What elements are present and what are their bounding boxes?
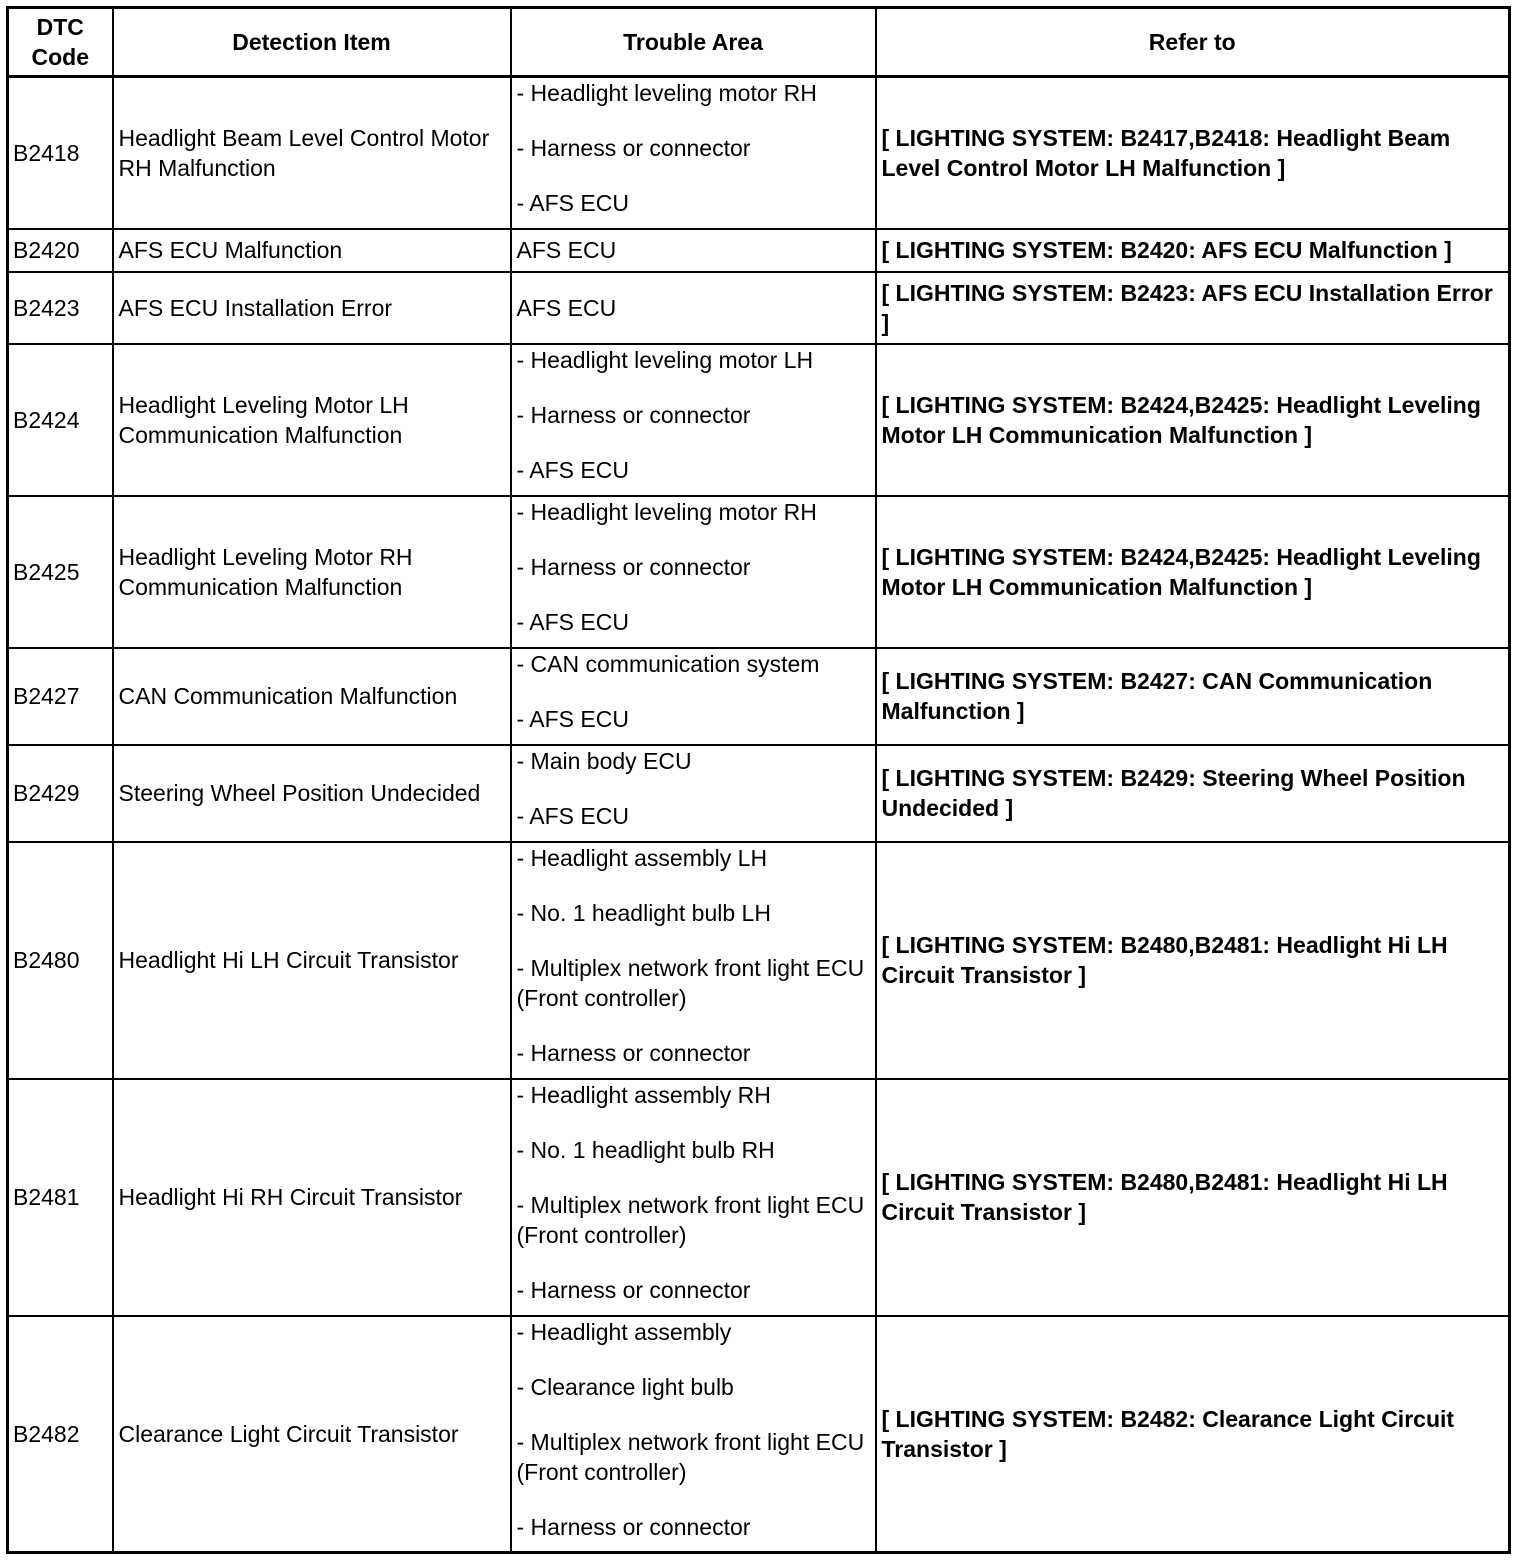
detection-item-cell: Headlight Hi LH Circuit Transistor — [113, 842, 511, 1079]
trouble-area-item: - AFS ECU — [516, 608, 629, 635]
trouble-area-cell — [511, 229, 876, 272]
trouble-area-item: - Harness or connector — [516, 1513, 751, 1540]
detection-item-cell: Clearance Light Circuit Transistor — [113, 1316, 511, 1553]
table-row — [8, 344, 1510, 496]
trouble-area-item: - Harness or connector — [516, 1276, 751, 1303]
trouble-area-cell — [511, 648, 876, 745]
header-dtc-code — [8, 8, 113, 77]
refer-to-link[interactable]: [ LIGHTING SYSTEM: B2424,B2425: Headlight Leveling Motor LH Communication Malfunction ] — [876, 344, 1510, 496]
trouble-area-item: - Headlight assembly LH — [516, 844, 768, 871]
dtc-table — [6, 6, 1511, 1554]
trouble-area-item: - Headlight leveling motor RH — [516, 498, 817, 525]
detection-item-cell: AFS ECU Installation Error — [113, 272, 511, 344]
dtc-code-cell: B2418 — [8, 77, 113, 229]
refer-to-link[interactable]: [ LIGHTING SYSTEM: B2427: CAN Communication Malfunction ] — [876, 648, 1510, 745]
detection-item-cell: Steering Wheel Position Undecided — [113, 745, 511, 842]
trouble-area-item: AFS ECU — [516, 294, 617, 321]
refer-to-link[interactable]: [ LIGHTING SYSTEM: B2417,B2418: Headlight Beam Level Control Motor LH Malfunction ] — [876, 77, 1510, 229]
trouble-area-item: - Multiplex network front light ECU (Front controller) — [516, 1191, 865, 1248]
dtc-code-cell: B2480 — [8, 842, 113, 1079]
trouble-area-item: - Harness or connector — [516, 1039, 751, 1066]
dtc-code-cell: B2427 — [8, 648, 113, 745]
trouble-area-item: - Harness or connector — [516, 135, 751, 161]
trouble-area-item: - Clearance light bulb — [516, 1373, 734, 1400]
table-row — [8, 745, 1510, 842]
dtc-code-cell: B2425 — [8, 496, 113, 648]
trouble-area-item: AFS ECU — [516, 237, 617, 263]
trouble-area-cell — [511, 1316, 876, 1553]
dtc-code-cell: B2420 — [8, 229, 113, 272]
trouble-area-item: - No. 1 headlight bulb RH — [516, 1136, 775, 1163]
trouble-area-cell — [511, 496, 876, 648]
trouble-area-item: - AFS ECU — [516, 190, 629, 216]
trouble-area-item: - Harness or connector — [516, 553, 751, 580]
detection-item-cell: CAN Communication Malfunction — [113, 648, 511, 745]
trouble-area-item: - CAN communication system — [516, 650, 820, 677]
table-row — [8, 842, 1510, 1079]
trouble-area-item: - AFS ECU — [516, 802, 629, 829]
refer-to-link[interactable]: [ LIGHTING SYSTEM: B2480,B2481: Headlight Hi LH Circuit Transistor ] — [876, 842, 1510, 1079]
dtc-code-cell: B2481 — [8, 1079, 113, 1316]
trouble-area-item: - Headlight leveling motor LH — [516, 346, 814, 373]
trouble-area-cell — [511, 77, 876, 229]
table-row — [8, 648, 1510, 745]
trouble-area-cell — [511, 745, 876, 842]
detection-item-cell: Headlight Beam Level Control Motor RH Malfunction — [113, 77, 511, 229]
detection-item-cell: Headlight Hi RH Circuit Transistor — [113, 1079, 511, 1316]
table-row — [8, 272, 1510, 344]
refer-to-link[interactable]: [ LIGHTING SYSTEM: B2420: AFS ECU Malfunction ] — [876, 229, 1510, 272]
trouble-area-cell — [511, 1079, 876, 1316]
table-row — [8, 229, 1510, 272]
trouble-area-item: - Main body ECU — [516, 747, 692, 774]
table-row — [8, 77, 1510, 229]
trouble-area-item: - No. 1 headlight bulb LH — [516, 899, 771, 926]
refer-to-link[interactable]: [ LIGHTING SYSTEM: B2482: Clearance Light Circuit Transistor ] — [876, 1316, 1510, 1553]
header-refer-to: Refer to — [876, 8, 1510, 77]
trouble-area-item: - Multiplex network front light ECU (Front controller) — [516, 1428, 865, 1485]
trouble-area-item: - Headlight leveling motor RH — [516, 80, 817, 106]
trouble-area-cell — [511, 344, 876, 496]
dtc-code-cell: B2482 — [8, 1316, 113, 1553]
header-trouble-area: Trouble Area — [511, 8, 876, 77]
refer-to-link[interactable]: [ LIGHTING SYSTEM: B2424,B2425: Headlight Leveling Motor LH Communication Malfunction ] — [876, 496, 1510, 648]
dtc-code-cell: B2424 — [8, 344, 113, 496]
trouble-area-item: - Headlight assembly — [516, 1318, 732, 1345]
trouble-area-item: - Headlight assembly RH — [516, 1081, 771, 1108]
table-row — [8, 1079, 1510, 1316]
table-row — [8, 496, 1510, 648]
trouble-area-item: - AFS ECU — [516, 456, 629, 483]
detection-item-cell: Headlight Leveling Motor RH Communication Malfunction — [113, 496, 511, 648]
detection-item-cell: AFS ECU Malfunction — [113, 229, 511, 272]
refer-to-link[interactable]: [ LIGHTING SYSTEM: B2429: Steering Wheel Position Undecided ] — [876, 745, 1510, 842]
dtc-code-cell: B2423 — [8, 272, 113, 344]
trouble-area-cell — [511, 272, 876, 344]
header-dtc-code-label: DTC Code — [31, 14, 89, 70]
detection-item-cell: Headlight Leveling Motor LH Communication Malfunction — [113, 344, 511, 496]
header-row — [8, 8, 1510, 77]
refer-to-link[interactable]: [ LIGHTING SYSTEM: B2423: AFS ECU Installation Error ] — [876, 272, 1510, 344]
trouble-area-item: - AFS ECU — [516, 705, 629, 732]
refer-to-link[interactable]: [ LIGHTING SYSTEM: B2480,B2481: Headlight Hi LH Circuit Transistor ] — [876, 1079, 1510, 1316]
header-detection-item: Detection Item — [113, 8, 511, 77]
dtc-code-cell: B2429 — [8, 745, 113, 842]
trouble-area-item: - Harness or connector — [516, 401, 751, 428]
table-row — [8, 1316, 1510, 1553]
trouble-area-item: - Multiplex network front light ECU (Front controller) — [516, 954, 865, 1011]
trouble-area-cell — [511, 842, 876, 1079]
